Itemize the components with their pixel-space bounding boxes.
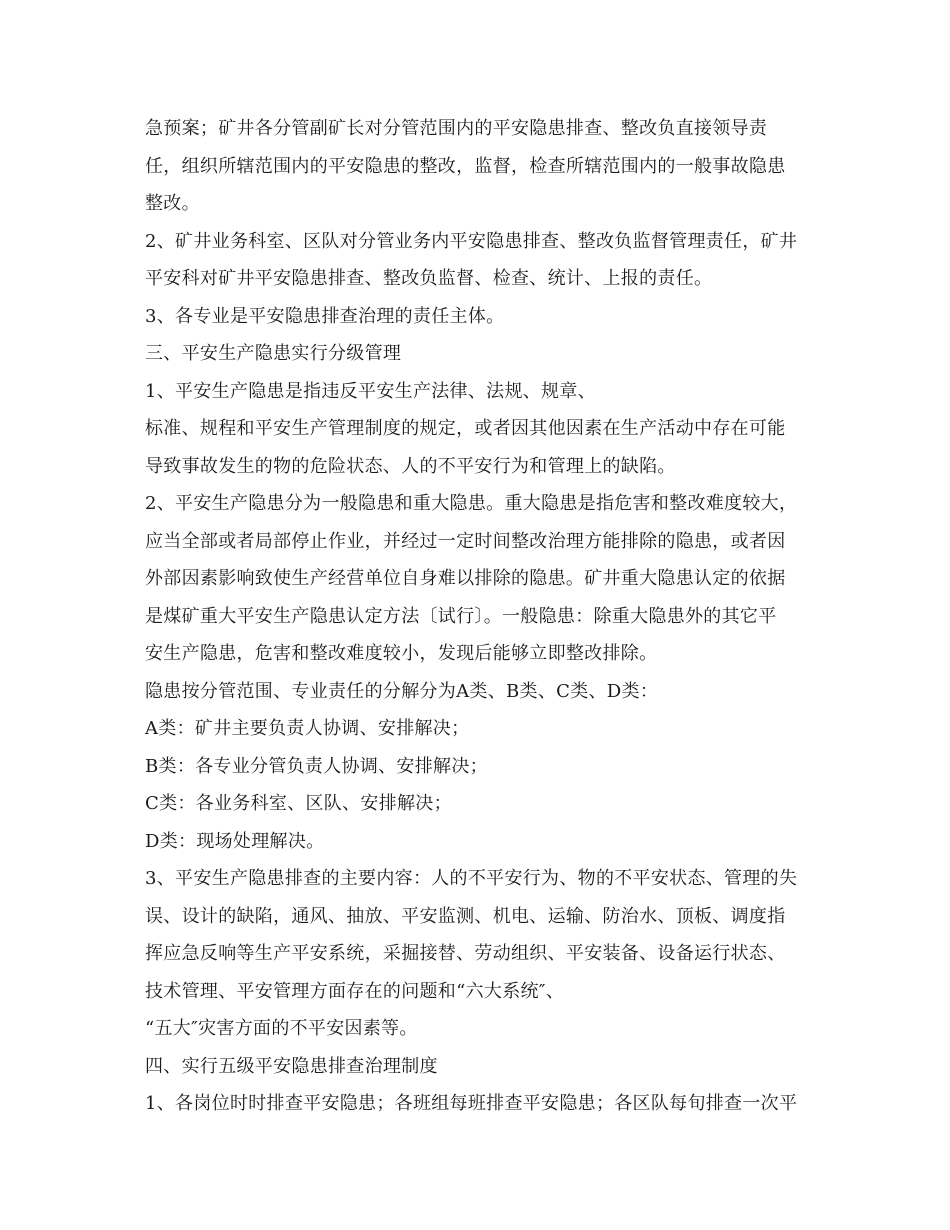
text-line: 应当全部或者局部停止作业，并经过一定时间整改治理方能排除的隐患，或者因 (145, 531, 786, 552)
text-line: 整改。 (145, 193, 200, 214)
text-line: 安生产隐患，危害和整改难度较小，发现后能够立即整改排除。 (145, 643, 658, 664)
text-line: 2、矿井业务科室、区队对分管业务内平安隐患排查、整改负监督管理责任，矿井 (145, 231, 798, 252)
text-line: 3、各专业是平安隐患排查治理的责任主体。 (145, 306, 505, 327)
list-item: C类：各业务科室、区队、安排解决； (145, 793, 452, 814)
list-item: A类：矿井主要负责人协调、安排解决； (145, 718, 470, 739)
text-line: 平安科对矿井平安隐患排查、整改负监督、检查、统计、上报的责任。 (145, 268, 713, 289)
text-line: 3、平安生产隐患排查的主要内容：人的不平安行为、物的不平安状态、管理的失 (145, 868, 798, 889)
text-line: 标准、规程和平安生产管理制度的规定，或者因其他因素在生产活动中存在可能 (145, 418, 786, 439)
text-line: 隐患按分管范围、专业责任的分解分为A类、B类、C类、D类： (145, 681, 659, 702)
text-line: 挥应急反响等生产平安系统，采掘接替、劳动组织、平安装备、设备运行状态、 (145, 943, 786, 964)
text-line: 任，组织所辖范围内的平安隐患的整改，监督，检查所辖范围内的一般事故隐患 (145, 156, 786, 177)
text-line: 1、平安生产隐患是指违反平安生产法律、法规、规章、 (145, 381, 596, 402)
section-heading: 三、平安生产隐患实行分级管理 (145, 343, 402, 364)
text-line: 急预案；矿井各分管副矿长对分管范围内的平安隐患排查、整改负直接领导责 (145, 118, 768, 139)
text-line: 技术管理、平安管理方面存在的问题和“六大系统″、 (145, 981, 565, 1002)
text-line: 1、各岗位时时排查平安隐患；各班组每班排查平安隐患；各区队每旬排查一次平 (145, 1093, 798, 1114)
section-heading: 四、实行五级平安隐患排查治理制度 (145, 1056, 438, 1077)
text-line: 导致事故发生的物的危险状态、人的不平安行为和管理上的缺陷。 (145, 456, 676, 477)
list-item: D类：现场处理解决。 (145, 831, 325, 852)
text-line: “五大″灾害方面的不平安因素等。 (145, 1018, 418, 1039)
text-line: 外部因素影响致使生产经营单位自身难以排除的隐患。矿井重大隐患认定的依据 (145, 568, 786, 589)
text-line: 2、平安生产隐患分为一般隐患和重大隐患。重大隐患是指危害和整改难度较大， (145, 493, 798, 514)
text-line: 是煤矿重大平安生产隐患认定方法〔试行〕。一般隐患：除重大隐患外的其它平 (145, 606, 777, 627)
list-item: B类：各专业分管负责人协调、安排解决； (145, 756, 488, 777)
text-line: 误、设计的缺陷，通风、抽放、平安监测、机电、运输、防治水、顶板、调度指 (145, 906, 786, 927)
